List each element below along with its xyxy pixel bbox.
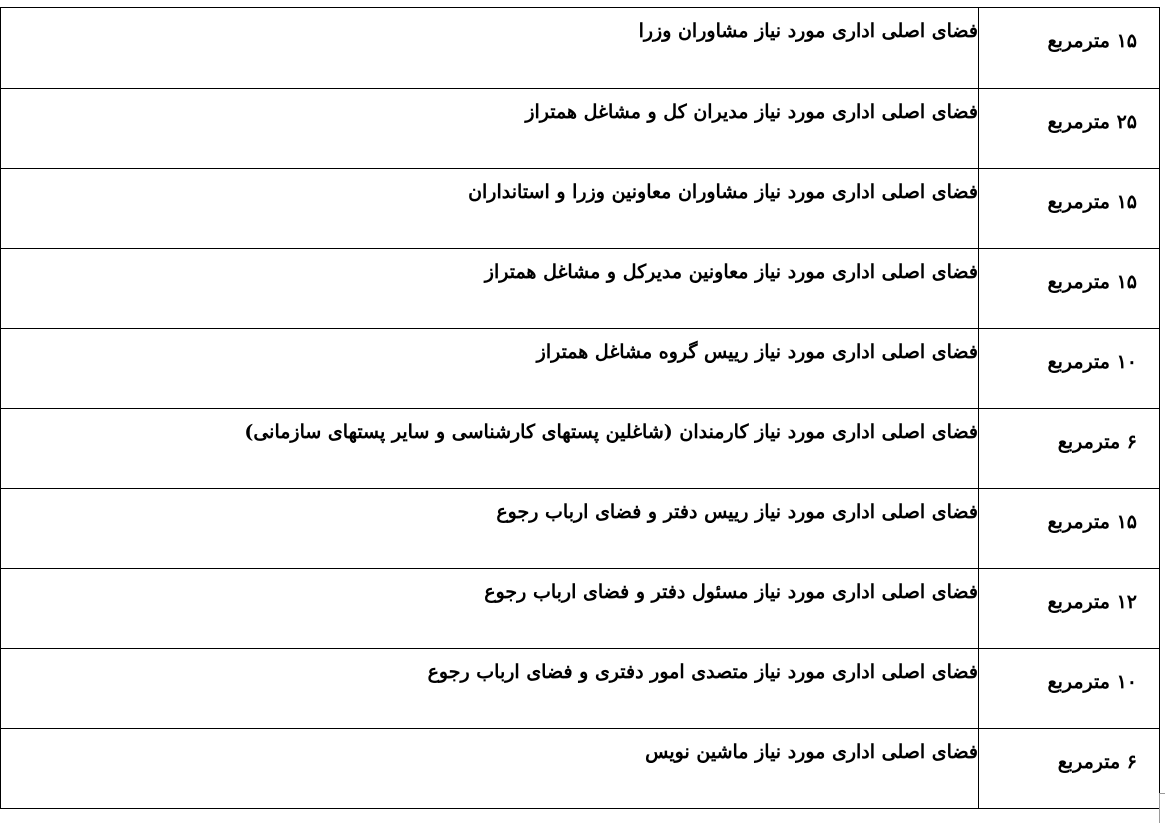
table-row — [1, 249, 1160, 329]
office-space-table — [0, 7, 1160, 809]
table-row — [1, 169, 1160, 249]
area-cell: ۱۰ مترمربع — [979, 329, 1160, 409]
description-cell: فضای اصلی اداری مورد نیاز مسئول دفتر و فضای ارباب رجوع — [1, 569, 979, 649]
description-cell: فضای اصلی اداری مورد نیاز مشاوران وزرا — [1, 8, 979, 89]
area-cell: ۲۵ مترمربع — [979, 89, 1160, 169]
description-cell: فضای اصلی اداری مورد نیاز متصدی امور دفتری و فضای ارباب رجوع — [1, 649, 979, 729]
area-cell: ۱۵ مترمربع — [979, 249, 1160, 329]
table-row — [1, 8, 1160, 89]
table-row — [1, 329, 1160, 409]
table-row — [1, 489, 1160, 569]
area-cell: ۱۵ مترمربع — [979, 169, 1160, 249]
description-cell: فضای اصلی اداری مورد نیاز معاونین مدیرکل و مشاغل همتراز — [1, 249, 979, 329]
description-cell: فضای اصلی اداری مورد نیاز کارمندان (شاغلین پستهای کارشناسی و سایر پستهای سازمانی) — [1, 409, 979, 489]
table-row — [1, 89, 1160, 169]
table-row — [1, 409, 1160, 489]
description-cell: فضای اصلی اداری مورد نیاز مشاوران معاونین وزرا و استانداران — [1, 169, 979, 249]
page-corner-mark — [1159, 793, 1165, 823]
area-cell: ۱۲ مترمربع — [979, 569, 1160, 649]
description-cell: فضای اصلی اداری مورد نیاز رییس گروه مشاغل همتراز — [1, 329, 979, 409]
table-body — [1, 8, 1160, 809]
area-cell: ۱۵ مترمربع — [979, 489, 1160, 569]
table-row — [1, 569, 1160, 649]
description-cell: فضای اصلی اداری مورد نیاز ماشین نویس — [1, 729, 979, 809]
area-cell: ۱۵ مترمربع — [979, 8, 1160, 89]
area-cell: ۶ مترمربع — [979, 409, 1160, 489]
area-cell: ۶ مترمربع — [979, 729, 1160, 809]
description-cell: فضای اصلی اداری مورد نیاز رییس دفتر و فضای ارباب رجوع — [1, 489, 979, 569]
table-row — [1, 649, 1160, 729]
table-row — [1, 729, 1160, 809]
description-cell: فضای اصلی اداری مورد نیاز مدیران کل و مشاغل همتراز — [1, 89, 979, 169]
area-cell: ۱۰ مترمربع — [979, 649, 1160, 729]
